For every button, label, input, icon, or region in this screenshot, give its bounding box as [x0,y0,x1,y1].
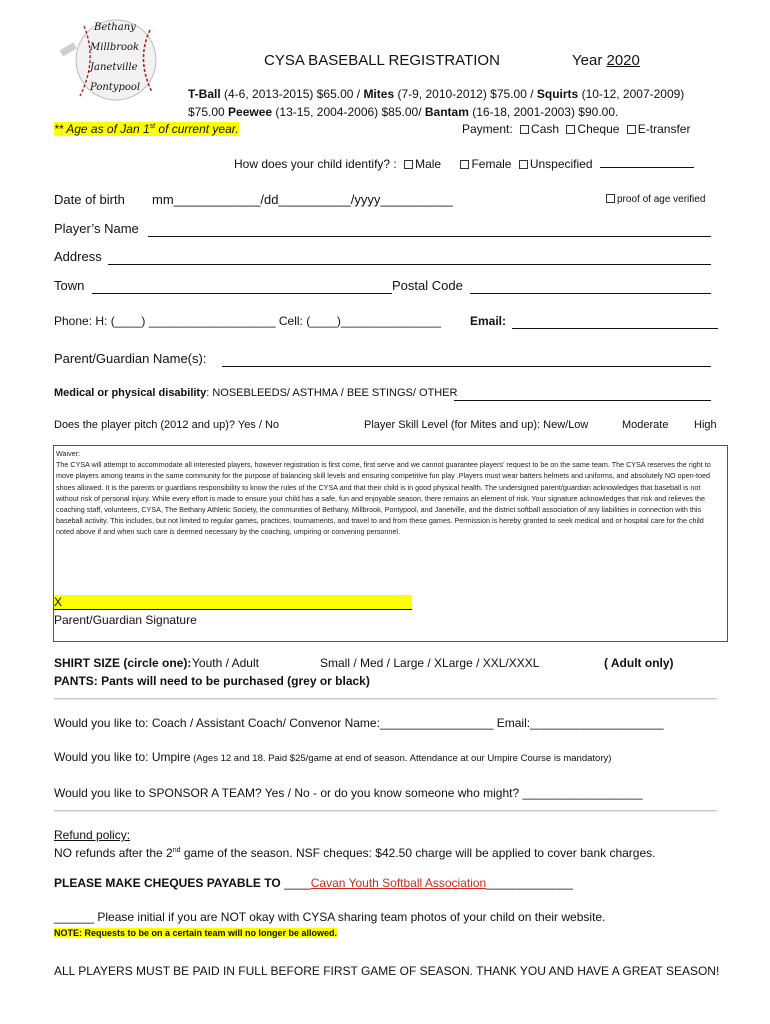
age-note-text: ** Age as of Jan 1 [54,122,150,136]
logo-line-2: Millbrook [90,42,140,53]
payment-options [462,122,690,136]
waiver-content [56,448,716,538]
division-text: (7-9, 2010-2012) $75.00 / [394,87,537,101]
coach-volunteer-row[interactable]: Would you like to: Coach / Assistant Coach/ Convenor Name:_________________ Email:____________________ [54,716,664,730]
refund-title: Refund policy: [54,828,131,842]
division-text: (4-6, 2013-2015) $65.00 / [220,87,364,101]
umpire-label: Would you like to: Umpire [54,750,191,764]
umpire-volunteer-row[interactable] [54,750,611,764]
shirt-youth-adult[interactable]: Youth / Adult [192,656,259,670]
shirt-sizes[interactable]: Small / Med / Large / XLarge / XXL/XXXL [320,656,540,670]
age-note [54,122,239,136]
division-mites: Mites [363,87,395,101]
dob-label: Date of birth [54,192,125,207]
division-peewee: Peewee [228,105,273,119]
year-field [572,52,640,69]
waiver-title: Waiver: [56,449,81,458]
pitch-question[interactable]: Does the player pitch (2012 and up)? Yes / No [54,419,280,431]
phone-field[interactable]: Phone: H: (____) ___________________ Cell: (____)_______________ [54,314,441,328]
divisions-line-2 [188,105,618,119]
payment-etransfer-label: E-transfer [637,122,691,136]
cheques-payee: Cavan Youth Softball Association [310,876,487,890]
identify-question: How does your child identify? : [234,157,397,171]
logo-line-1: Bethany [94,22,136,33]
identify-unspecified-checkbox[interactable] [519,160,528,169]
team-request-note: NOTE: Requests to be on a certain team will no longer be allowed. [54,928,338,938]
identify-male-label: Male [415,157,442,171]
signature-field[interactable] [54,595,412,610]
proof-of-age-checkbox[interactable] [606,194,615,203]
division-text: (13-15, 2004-2006) $85.00/ [272,105,425,119]
dob-field[interactable]: mm____________/dd__________/yyyy__________ [152,192,453,207]
age-note-text: of current year. [155,122,239,136]
medical-field[interactable] [454,387,711,401]
identify-female-checkbox[interactable] [460,160,469,169]
shirt-size-label: SHIRT SIZE (circle one): [54,656,192,670]
town-field[interactable] [92,278,392,294]
proof-of-age-label: proof of age verified [617,194,706,205]
refund-text-a: NO refunds after the 2 [54,846,173,860]
medical-examples: : NOSEBLEEDS/ ASTHMA / BEE STINGS/ OTHER [206,387,458,399]
skill-level-label[interactable]: Player Skill Level (for Mites and up): New/Low [364,419,589,431]
waiver-text: The CYSA will attempt to accommodate all interested players, however registration is first come, first serve and we cannot guarantee players’ request to be on the same team. The CYSA reserves the right to move players among teams in the same community for the purpose of balancing skill levels and ensuring competitive fun play .Players must wear batters helmets and uniforms, and absolutely NO open-toed shoes allowed. It is the parents or guardians responsibility to know the rules of the CYSA and that their child is in good physical health. The undersigned parent/guardian acknowledges that baseball is not without risk of personal injury. While every effort is made to ensure your child has a safe, fun and enjoyable season, there remains an element of risk. Your signature acknowledges that risk and relieves the coaching staff, volunteers, CYSA, The Bethany Athletic Society, the communities of Bethany, Millbrook, Pontypool, and Janetville, and the district softball association of any liabilities in connection with this baseball activity. This includes, but not limited to regular games, practices, tournaments, and travel to and from these games. Permission is hereby granted to seek medical and or hospital care for the child noted above if and when such care is deemed necessary by the coaching, umpiring or convening personnel. [56,460,711,537]
division-text: (10-12, 2007-2009) [578,87,685,101]
refund-text-b: game of the season. NSF cheques: $42.50 charge will be applied to cover bank charges. [180,846,656,860]
email-field[interactable] [512,314,718,329]
guardian-field[interactable] [222,351,711,367]
payment-cash-checkbox[interactable] [520,125,529,134]
payee-underline: ____ [284,876,311,890]
waiver-box [53,445,728,642]
payment-cheque-checkbox[interactable] [566,125,575,134]
payment-label: Payment: [462,122,513,136]
identify-male-checkbox[interactable] [404,160,413,169]
identify-row [234,157,694,171]
division-squirts: Squirts [536,87,579,101]
division-text: (16-18, 2001-2003) $90.00. [468,105,619,119]
refund-sup: nd [172,847,181,854]
divider [54,698,717,699]
payment-cash-label: Cash [531,122,560,136]
player-name-field[interactable] [148,221,711,237]
photo-consent-row[interactable]: ______ Please initial if you are NOT okay with CYSA sharing team photos of your child on their website. [54,910,606,924]
town-label: Town [54,278,85,293]
identify-female-label: Female [471,157,512,171]
guardian-label: Parent/Guardian Name(s): [54,351,207,366]
identify-unspecified-label: Unspecified [529,157,593,171]
umpire-details: (Ages 12 and 18. Paid $25/game at end of season. Attendance at our Umpire Course is mandatory) [190,753,612,764]
form-title: CYSA BASEBALL REGISTRATION [264,52,500,69]
shirt-adult-only: ( Adult only) [604,656,674,670]
sponsor-row[interactable]: Would you like to SPONSOR A TEAM? Yes / No - or do you know someone who might? __________________ [54,786,643,800]
cheques-row [54,876,573,890]
postal-code-label: Postal Code [392,278,463,293]
payment-etransfer-checkbox[interactable] [627,125,636,134]
email-label: Email: [470,314,507,328]
payment-cheque-label: Cheque [577,122,620,136]
player-name-label: Player’s Name [54,221,139,236]
refund-text [54,846,656,860]
logo-line-4: Pontypool [90,82,141,93]
division-bantam: Bantam [424,105,469,119]
address-field[interactable] [108,249,711,265]
age-note-sup: st [149,123,156,130]
identify-other-field[interactable] [600,167,694,168]
cysa-logo [54,16,174,102]
skill-high[interactable]: High [694,419,717,431]
logo-line-3: Janetville [90,62,138,73]
skill-moderate[interactable]: Moderate [622,419,669,431]
medical-label: Medical or physical disability [54,387,207,399]
signature-x: X [54,595,63,609]
signature-label: Parent/Guardian Signature [54,613,197,627]
divisions-line-1 [188,87,684,101]
pants-note: PANTS: Pants will need to be purchased (grey or black) [54,674,370,688]
address-label: Address [54,249,102,264]
year-value: 2020 [606,52,640,69]
divider [54,810,717,811]
year-label: Year [572,52,603,69]
cheques-label: PLEASE MAKE CHEQUES PAYABLE TO [54,876,281,890]
payee-underline: _____________ [486,876,573,890]
medical-row [54,387,457,399]
proof-of-age [606,194,705,205]
postal-code-field[interactable] [470,278,711,294]
division-tball: T-Ball [188,87,221,101]
footer-message: ALL PLAYERS MUST BE PAID IN FULL BEFORE FIRST GAME OF SEASON. THANK YOU AND HAVE A GREAT SEASON! [54,964,720,978]
division-text: $75.00 [188,105,229,119]
